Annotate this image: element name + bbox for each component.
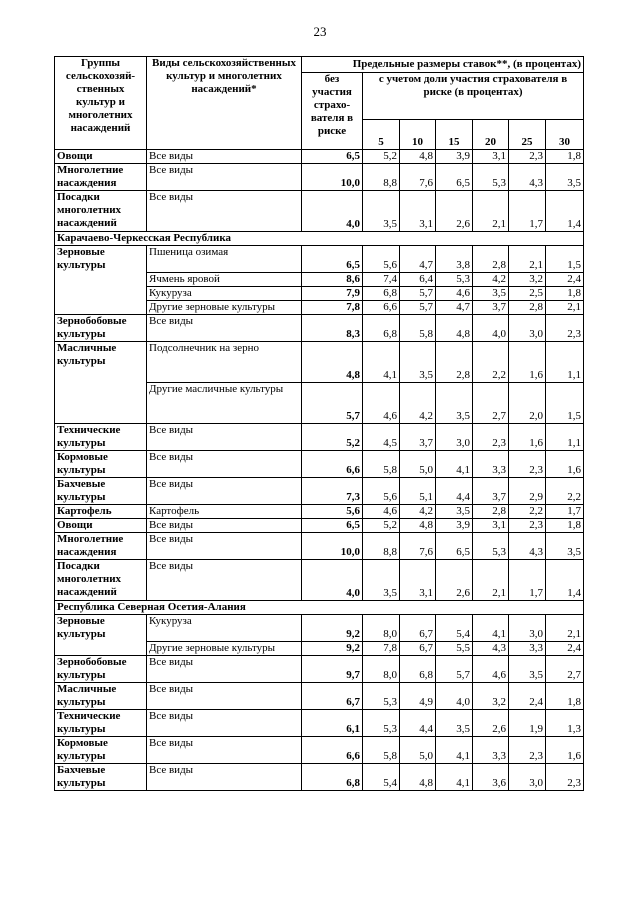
- rate-cell: 1,8: [546, 683, 584, 710]
- insurance-rates-table: [54, 56, 584, 791]
- base-rate-cell: 6,6: [302, 451, 363, 478]
- table-row: [55, 533, 584, 560]
- rate-cell: 3,5: [509, 656, 546, 683]
- rate-cell: 3,9: [436, 150, 473, 164]
- rate-cell: 6,7: [400, 642, 436, 656]
- crop-group-cell: Многолетние насаждения: [55, 533, 147, 560]
- rate-cell: 1,8: [546, 519, 584, 533]
- rate-cell: 3,5: [436, 383, 473, 424]
- rate-cell: 6,8: [400, 656, 436, 683]
- base-rate-cell: 6,8: [302, 764, 363, 791]
- region-row: [55, 232, 584, 246]
- region-row: [55, 601, 584, 615]
- rate-cell: 1,7: [509, 191, 546, 232]
- rate-cell: 2,8: [509, 301, 546, 315]
- rate-cell: 4,2: [400, 505, 436, 519]
- table-row: [55, 764, 584, 791]
- crop-kind-cell: Все виды: [147, 656, 302, 683]
- rate-cell: 5,7: [400, 287, 436, 301]
- crop-group-cell: Технические культуры: [55, 710, 147, 737]
- base-rate-cell: 7,9: [302, 287, 363, 301]
- crop-kind-cell: Кукуруза: [147, 615, 302, 642]
- rate-cell: 5,3: [473, 533, 509, 560]
- table-row: [55, 191, 584, 232]
- rate-cell: 3,0: [436, 424, 473, 451]
- rate-cell: 3,5: [473, 287, 509, 301]
- rate-cell: 5,1: [400, 478, 436, 505]
- rate-cell: 4,6: [436, 287, 473, 301]
- rate-cell: 3,5: [436, 710, 473, 737]
- base-rate-cell: 7,3: [302, 478, 363, 505]
- base-rate-cell: 8,3: [302, 315, 363, 342]
- rate-cell: 7,6: [400, 533, 436, 560]
- rate-cell: 2,3: [509, 519, 546, 533]
- rate-cell: 7,6: [400, 164, 436, 191]
- rate-cell: 1,7: [546, 505, 584, 519]
- rate-cell: 2,1: [473, 560, 509, 601]
- rate-cell: 5,3: [363, 710, 400, 737]
- rate-cell: 4,8: [436, 315, 473, 342]
- base-rate-cell: 9,2: [302, 615, 363, 642]
- rate-cell: 3,1: [473, 519, 509, 533]
- share-header: с учетом доли участия страхователя в риске (в процентах): [363, 73, 584, 120]
- rate-cell: 4,6: [363, 505, 400, 519]
- crop-kind-cell: Все виды: [147, 315, 302, 342]
- crop-kind-cell: Кукуруза: [147, 287, 302, 301]
- crop-group-cell: Зерновые культуры: [55, 615, 147, 656]
- rate-cell: 2,8: [436, 342, 473, 383]
- crop-group-cell: Бахчевые культуры: [55, 478, 147, 505]
- pct-header-5: 5: [363, 120, 400, 150]
- crop-group-cell: Масличные культуры: [55, 342, 147, 424]
- rate-cell: 2,6: [436, 191, 473, 232]
- rate-cell: 1,6: [509, 424, 546, 451]
- crop-group-cell: Овощи: [55, 150, 147, 164]
- rate-cell: 3,3: [473, 737, 509, 764]
- rate-cell: 4,2: [473, 273, 509, 287]
- rate-cell: 2,3: [546, 315, 584, 342]
- crop-group-cell: Кормовые культуры: [55, 451, 147, 478]
- pct-header-10: 10: [400, 120, 436, 150]
- rate-cell: 4,8: [400, 519, 436, 533]
- rate-cell: 3,2: [473, 683, 509, 710]
- base-rate-cell: 6,7: [302, 683, 363, 710]
- crop-kind-cell: Все виды: [147, 560, 302, 601]
- rate-cell: 6,7: [400, 615, 436, 642]
- groups-header: Группы сельскохозяй-ственных культур и многолетних насаждений: [55, 57, 147, 150]
- crop-kind-cell: Все виды: [147, 150, 302, 164]
- table-row: [55, 315, 584, 342]
- rate-cell: 3,0: [509, 615, 546, 642]
- rate-cell: 3,1: [473, 150, 509, 164]
- rate-cell: 4,8: [400, 764, 436, 791]
- crop-group-cell: Овощи: [55, 519, 147, 533]
- rate-cell: 2,3: [509, 451, 546, 478]
- rate-cell: 1,4: [546, 560, 584, 601]
- rate-cell: 5,3: [363, 683, 400, 710]
- rate-cell: 2,8: [473, 246, 509, 273]
- base-rate-cell: 10,0: [302, 533, 363, 560]
- rate-cell: 5,0: [400, 737, 436, 764]
- rate-cell: 6,8: [363, 315, 400, 342]
- rate-cell: 1,5: [546, 383, 584, 424]
- rate-cell: 3,5: [546, 164, 584, 191]
- table-row: [55, 656, 584, 683]
- rate-cell: 5,3: [473, 164, 509, 191]
- rate-cell: 5,8: [363, 451, 400, 478]
- crop-kind-cell: Все виды: [147, 519, 302, 533]
- rate-cell: 4,6: [473, 656, 509, 683]
- table-row: [55, 424, 584, 451]
- base-rate-cell: 6,1: [302, 710, 363, 737]
- crop-kind-cell: Все виды: [147, 683, 302, 710]
- crop-kind-cell: Другие зерновые культуры: [147, 642, 302, 656]
- rate-cell: 2,1: [509, 246, 546, 273]
- table-row: [55, 342, 584, 383]
- base-rate-cell: 6,5: [302, 519, 363, 533]
- limits-header: Предельные размеры ставок**, (в процентах): [302, 57, 584, 73]
- rate-cell: 1,6: [546, 451, 584, 478]
- rate-cell: 5,8: [400, 315, 436, 342]
- rate-cell: 4,1: [363, 342, 400, 383]
- rate-cell: 6,4: [400, 273, 436, 287]
- rate-cell: 5,0: [400, 451, 436, 478]
- crop-kind-cell: Пшеница озимая: [147, 246, 302, 273]
- rate-cell: 5,8: [363, 737, 400, 764]
- base-rate-cell: 8,6: [302, 273, 363, 287]
- base-rate-cell: 6,5: [302, 246, 363, 273]
- base-rate-cell: 6,6: [302, 737, 363, 764]
- table-row: [55, 519, 584, 533]
- crop-kind-cell: Все виды: [147, 478, 302, 505]
- rate-cell: 4,8: [400, 150, 436, 164]
- rate-cell: 5,2: [363, 150, 400, 164]
- crop-group-cell: Многолетние насаждения: [55, 164, 147, 191]
- pct-header-20: 20: [473, 120, 509, 150]
- table-row: [55, 451, 584, 478]
- rate-cell: 3,5: [546, 533, 584, 560]
- table-row: [55, 683, 584, 710]
- page-number: 23: [313, 24, 327, 39]
- crop-group-cell: Технические культуры: [55, 424, 147, 451]
- table-row: [55, 150, 584, 164]
- rate-cell: 2,6: [473, 710, 509, 737]
- rate-cell: 3,2: [509, 273, 546, 287]
- rate-cell: 2,0: [509, 383, 546, 424]
- rate-cell: 8,8: [363, 533, 400, 560]
- crop-group-cell: Зерновые культуры: [55, 246, 147, 315]
- rate-cell: 5,4: [436, 615, 473, 642]
- crop-group-cell: Картофель: [55, 505, 147, 519]
- base-rate-cell: 5,6: [302, 505, 363, 519]
- base-rate-header: без участия страхо-вателя в риске: [302, 73, 363, 150]
- rate-cell: 6,5: [436, 164, 473, 191]
- crop-kind-cell: Все виды: [147, 451, 302, 478]
- rate-cell: 1,5: [546, 246, 584, 273]
- base-rate-cell: 4,0: [302, 191, 363, 232]
- rate-cell: 1,6: [546, 737, 584, 764]
- rate-cell: 5,3: [436, 273, 473, 287]
- rate-cell: 4,9: [400, 683, 436, 710]
- rate-cell: 2,1: [546, 301, 584, 315]
- rate-cell: 2,2: [509, 505, 546, 519]
- table-row: [55, 737, 584, 764]
- pct-header-25: 25: [509, 120, 546, 150]
- rate-cell: 3,5: [363, 191, 400, 232]
- rate-cell: 4,3: [473, 642, 509, 656]
- rate-cell: 3,7: [473, 478, 509, 505]
- crop-group-cell: Посадки многолетних насаждений: [55, 560, 147, 601]
- rate-cell: 1,8: [546, 150, 584, 164]
- crop-group-cell: Масличные культуры: [55, 683, 147, 710]
- rate-cell: 5,4: [363, 764, 400, 791]
- rate-cell: 6,6: [363, 301, 400, 315]
- rate-cell: 5,6: [363, 478, 400, 505]
- rate-cell: 4,1: [436, 737, 473, 764]
- rate-cell: 4,4: [400, 710, 436, 737]
- rate-cell: 2,3: [509, 737, 546, 764]
- rate-cell: 4,7: [400, 246, 436, 273]
- rate-cell: 8,8: [363, 164, 400, 191]
- crop-kind-cell: Другие масличные культуры: [147, 383, 302, 424]
- rate-cell: 2,3: [509, 150, 546, 164]
- crop-kind-cell: Подсолнечник на зерно: [147, 342, 302, 383]
- pct-header-15: 15: [436, 120, 473, 150]
- rate-cell: 3,5: [400, 342, 436, 383]
- rate-cell: 3,7: [400, 424, 436, 451]
- rate-cell: 2,8: [473, 505, 509, 519]
- rate-cell: 2,2: [546, 478, 584, 505]
- rate-cell: 6,5: [436, 533, 473, 560]
- rate-cell: 4,0: [473, 315, 509, 342]
- crop-kind-cell: Все виды: [147, 710, 302, 737]
- rate-cell: 8,0: [363, 615, 400, 642]
- rate-cell: 2,3: [546, 764, 584, 791]
- base-rate-cell: 4,8: [302, 342, 363, 383]
- base-rate-cell: 10,0: [302, 164, 363, 191]
- rate-cell: 4,1: [436, 451, 473, 478]
- rate-cell: 2,4: [509, 683, 546, 710]
- table-row: [55, 164, 584, 191]
- rate-cell: 4,7: [436, 301, 473, 315]
- rate-cell: 3,0: [509, 315, 546, 342]
- rate-cell: 5,7: [400, 301, 436, 315]
- base-rate-cell: 6,5: [302, 150, 363, 164]
- rate-cell: 3,7: [473, 301, 509, 315]
- rate-cell: 3,5: [363, 560, 400, 601]
- base-rate-cell: 9,7: [302, 656, 363, 683]
- crop-kind-cell: Другие зерновые культуры: [147, 301, 302, 315]
- base-rate-cell: 9,2: [302, 642, 363, 656]
- table-row: [55, 615, 584, 642]
- rate-cell: 3,3: [509, 642, 546, 656]
- rate-cell: 4,1: [436, 764, 473, 791]
- rate-cell: 4,6: [363, 383, 400, 424]
- rate-cell: 1,7: [509, 560, 546, 601]
- crop-kind-cell: Ячмень яровой: [147, 273, 302, 287]
- rate-cell: 2,6: [436, 560, 473, 601]
- crop-kind-cell: Все виды: [147, 424, 302, 451]
- rate-cell: 2,1: [546, 615, 584, 642]
- base-rate-cell: 5,2: [302, 424, 363, 451]
- rate-cell: 2,7: [473, 383, 509, 424]
- base-rate-cell: 5,7: [302, 383, 363, 424]
- rate-cell: 2,4: [546, 273, 584, 287]
- rate-cell: 2,7: [546, 656, 584, 683]
- rate-cell: 2,9: [509, 478, 546, 505]
- table-row: [55, 710, 584, 737]
- rate-cell: 1,6: [509, 342, 546, 383]
- rate-cell: 3,5: [436, 505, 473, 519]
- rate-cell: 1,1: [546, 342, 584, 383]
- crop-group-cell: Зернобобовые культуры: [55, 656, 147, 683]
- region-label: Карачаево-Черкесская Республика: [55, 232, 584, 246]
- rate-cell: 1,9: [509, 710, 546, 737]
- rate-cell: 6,8: [363, 287, 400, 301]
- rate-cell: 4,2: [400, 383, 436, 424]
- rate-cell: 3,1: [400, 560, 436, 601]
- base-rate-cell: 4,0: [302, 560, 363, 601]
- rate-cell: 2,1: [473, 191, 509, 232]
- rate-cell: 3,3: [473, 451, 509, 478]
- rate-cell: 2,3: [473, 424, 509, 451]
- rate-cell: 1,4: [546, 191, 584, 232]
- rate-cell: 5,2: [363, 519, 400, 533]
- rate-cell: 1,8: [546, 287, 584, 301]
- rate-cell: 2,2: [473, 342, 509, 383]
- crop-kind-cell: Все виды: [147, 533, 302, 560]
- rate-cell: 3,0: [509, 764, 546, 791]
- rate-cell: 4,0: [436, 683, 473, 710]
- rate-cell: 5,6: [363, 246, 400, 273]
- rate-cell: 5,5: [436, 642, 473, 656]
- crop-kind-cell: Все виды: [147, 737, 302, 764]
- kinds-header: Виды сельскохозяйственных культур и многолетних насаждений*: [147, 57, 302, 150]
- rate-cell: 2,4: [546, 642, 584, 656]
- rate-cell: 5,7: [436, 656, 473, 683]
- rate-cell: 3,9: [436, 519, 473, 533]
- table-row: [55, 246, 584, 273]
- rate-cell: 1,3: [546, 710, 584, 737]
- rate-cell: 4,4: [436, 478, 473, 505]
- region-label: Республика Северная Осетия-Алания: [55, 601, 584, 615]
- rate-cell: 3,8: [436, 246, 473, 273]
- rate-cell: 4,1: [473, 615, 509, 642]
- rate-cell: 3,1: [400, 191, 436, 232]
- crop-group-cell: Кормовые культуры: [55, 737, 147, 764]
- table-row: [55, 478, 584, 505]
- rate-cell: 3,6: [473, 764, 509, 791]
- crop-group-cell: Посадки многолетних насаждений: [55, 191, 147, 232]
- crop-group-cell: Зернобобовые культуры: [55, 315, 147, 342]
- rate-cell: 1,1: [546, 424, 584, 451]
- rate-cell: 4,3: [509, 533, 546, 560]
- crop-kind-cell: Картофель: [147, 505, 302, 519]
- table-row: [55, 505, 584, 519]
- crop-kind-cell: Все виды: [147, 164, 302, 191]
- rate-cell: 7,4: [363, 273, 400, 287]
- pct-header-30: 30: [546, 120, 584, 150]
- rate-cell: 7,8: [363, 642, 400, 656]
- base-rate-cell: 7,8: [302, 301, 363, 315]
- rate-cell: 4,5: [363, 424, 400, 451]
- crop-kind-cell: Все виды: [147, 764, 302, 791]
- crop-kind-cell: Все виды: [147, 191, 302, 232]
- table-row: [55, 560, 584, 601]
- rate-cell: 4,3: [509, 164, 546, 191]
- crop-group-cell: Бахчевые культуры: [55, 764, 147, 791]
- rate-cell: 8,0: [363, 656, 400, 683]
- rate-cell: 2,5: [509, 287, 546, 301]
